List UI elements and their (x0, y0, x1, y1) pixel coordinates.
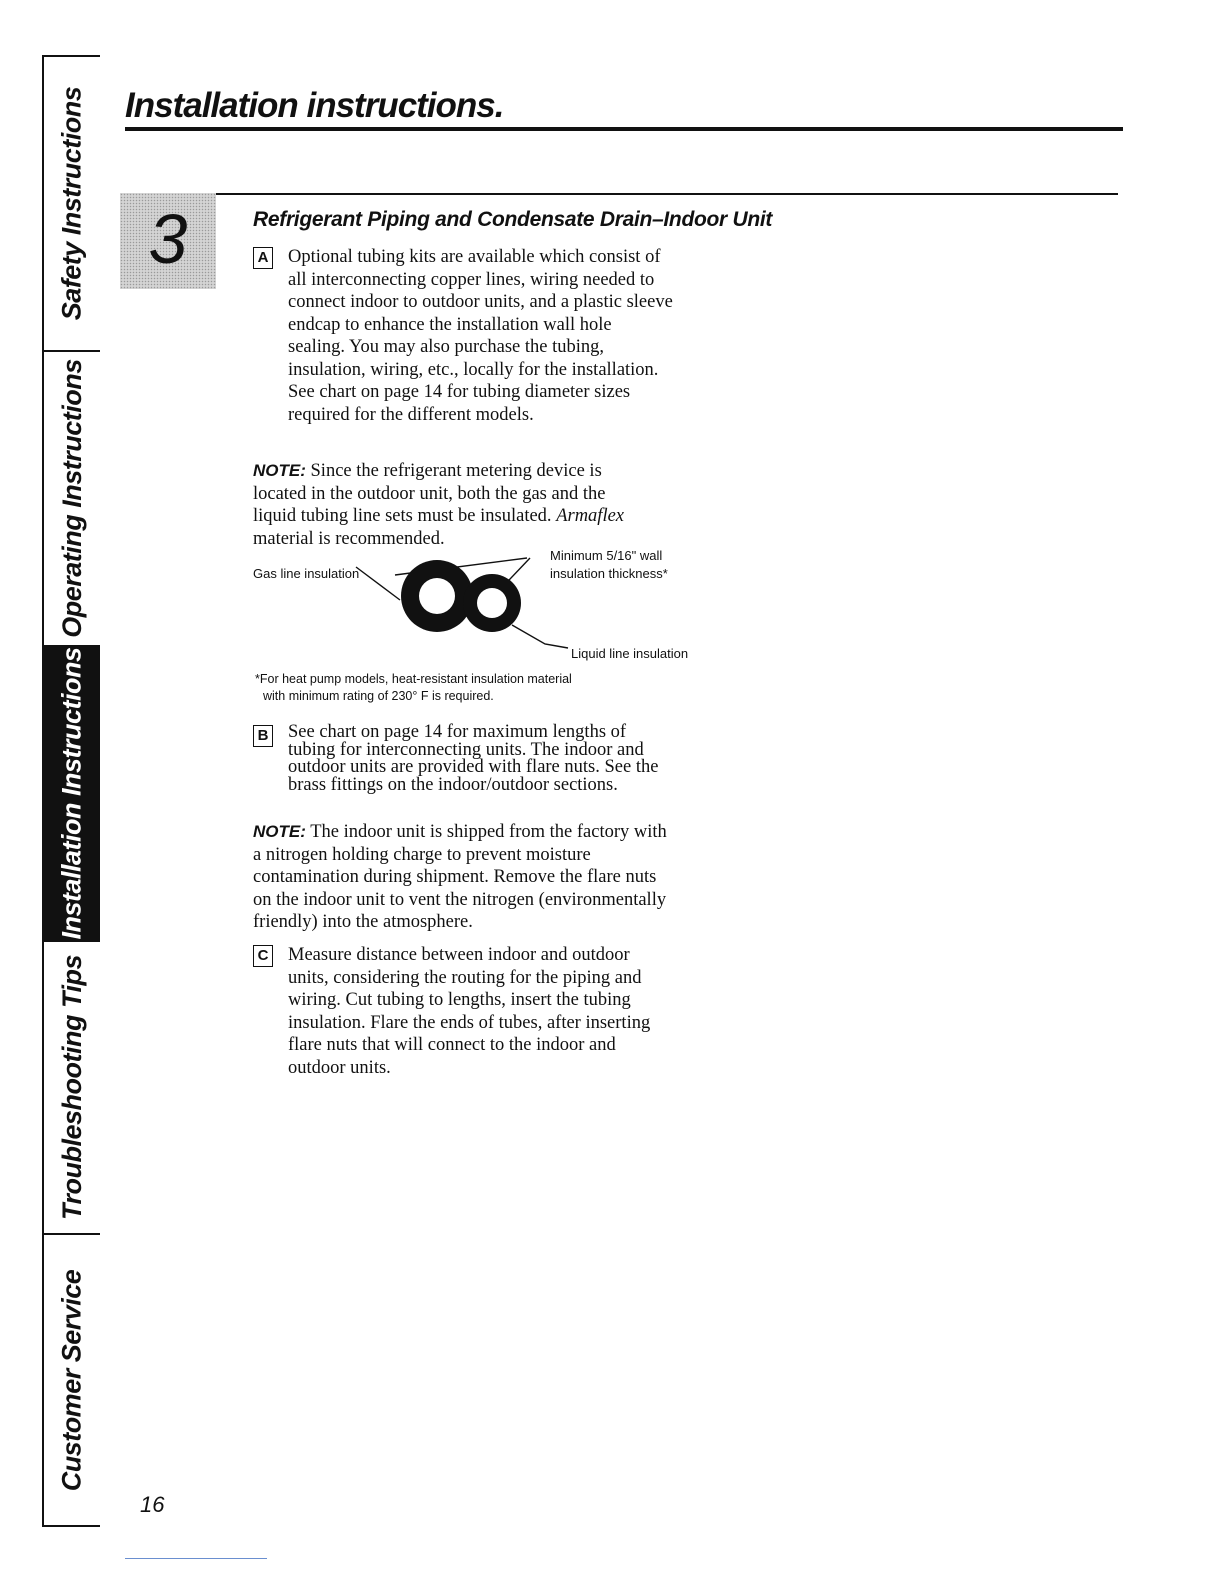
tab-label: Troubleshooting Tips (56, 955, 87, 1220)
section-rule (216, 193, 1118, 195)
note-2-text: The indoor unit is shipped from the factory with a nitrogen holding charge to prevent moisture contamination during shipment. Remove the flare nuts on the indoor unit to vent the nitrogen (environmentally friendly) into the atmosphere. (253, 822, 667, 932)
note-label: NOTE: (253, 461, 306, 480)
item-b-text: See chart on page 14 for maximum lengths of tubing for interconnecting units. The indoor and outdoor units are provided with flare nuts. See the brass fittings on the indoor/outdoor sections. (288, 722, 659, 795)
note-nitrogen (253, 821, 673, 934)
note-1-emphasis: Armaflex (556, 506, 624, 526)
tab-customer-service[interactable] (44, 1235, 100, 1525)
page-title: Installation instructions. (125, 86, 504, 125)
tab-label: Safety Instructions (56, 86, 87, 321)
tab-label: Operating Instructions (56, 359, 87, 638)
side-tab-bar (42, 55, 100, 1527)
item-badge-b: B (253, 725, 273, 747)
step-number: 3 (148, 200, 188, 278)
page-number: 16 (140, 1492, 165, 1517)
tab-safety-instructions[interactable] (44, 57, 100, 352)
item-a-text: Optional tubing kits are available which consist of all interconnecting copper lines, wiring needed to connect indoor to outdoor units, and a plastic sleeve endcap to enhance the installation wall hole sealing. You may also purchase the tubing, insulation, wiring, etc., locally for the installation. See chart on page 14 for tubing diameter sizes required for the different models. (288, 247, 673, 425)
tab-installation-instructions[interactable] (44, 647, 100, 942)
title-rule (125, 127, 1123, 131)
note-metering (253, 460, 653, 550)
tab-troubleshooting-tips[interactable] (44, 942, 100, 1235)
footnote-line-1: *For heat pump models, heat-resistant insulation material (255, 672, 572, 686)
tab-label: Installation Instructions (56, 647, 87, 940)
step-number-box (120, 193, 216, 289)
tab-label: Customer Service (56, 1269, 87, 1491)
note-1-text: Since the refrigerant metering device is located in the outdoor unit, both the gas and the liquid tubing line sets must be insulated. (253, 461, 606, 526)
liquid-line-label: Liquid line insulation (571, 646, 689, 661)
section-title: Refrigerant Piping and Condensate Drain–Indoor Unit (253, 208, 773, 231)
item-badge-a: A (253, 247, 273, 269)
wall-thickness-label-2: insulation thickness* (550, 566, 668, 581)
liquid-line-tube (477, 588, 507, 618)
item-b (253, 724, 693, 794)
note-1-text-after: material is recommended. (253, 528, 445, 549)
gas-line-tube (419, 578, 455, 614)
gas-line-label: Gas line insulation (253, 566, 360, 581)
footnote-line-2: with minimum rating of 230° F is required. (263, 689, 494, 703)
footnote (255, 671, 635, 705)
item-a (253, 246, 693, 426)
item-badge-c: C (253, 945, 273, 967)
insulation-diagram (250, 540, 710, 670)
tab-operating-instructions[interactable] (44, 352, 100, 647)
wall-thickness-label-1: Minimum 5/16" wall (550, 548, 663, 563)
item-c-text: Measure distance between indoor and outdoor units, considering the routing for the piping and wiring. Cut tubing to lengths, insert the tubing insulation. Flare the ends of tubes, after inserting flare nuts that will connect to the indoor and outdoor units. (288, 945, 651, 1078)
item-c (253, 944, 693, 1079)
bottom-rule (125, 1558, 267, 1559)
note-label: NOTE: (253, 822, 306, 841)
